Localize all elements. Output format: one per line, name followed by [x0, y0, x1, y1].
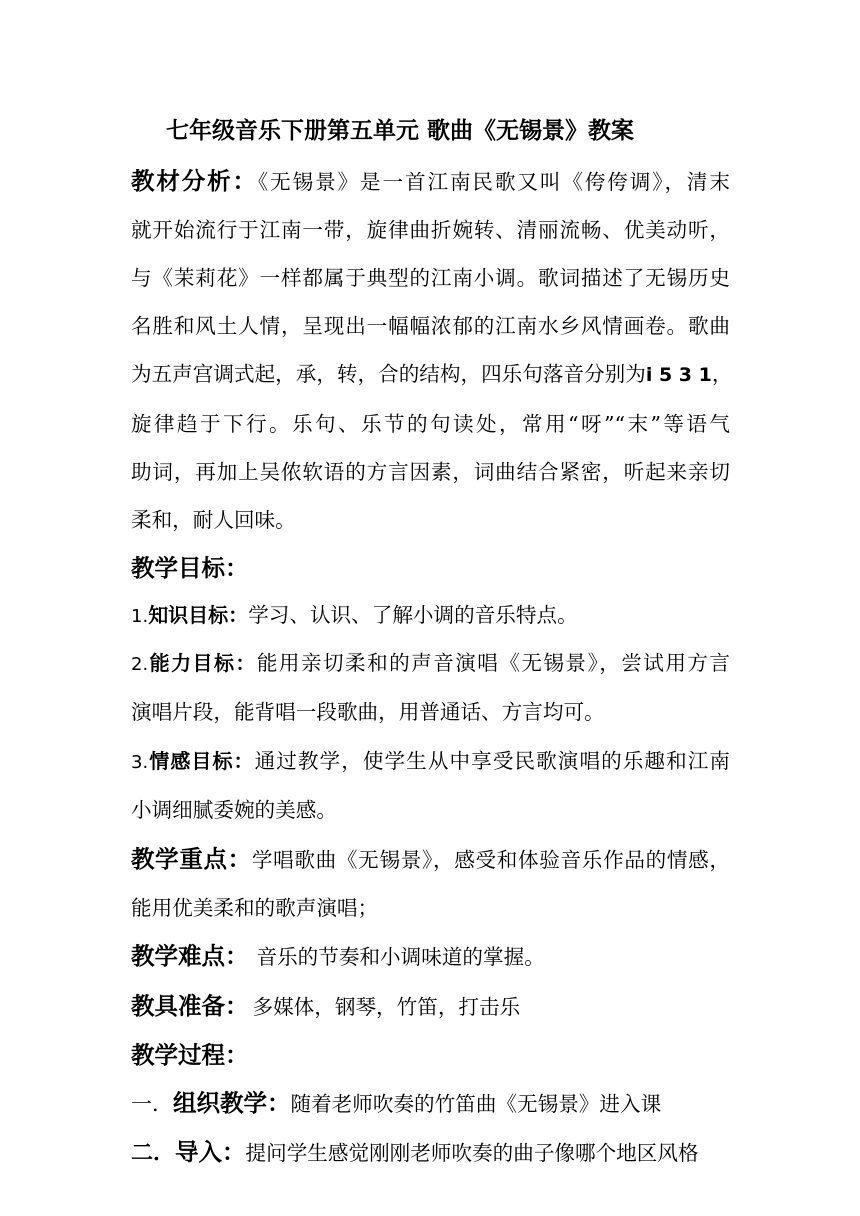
process-step-2-text: 提问学生感觉刚刚老师吹奏的曲子像哪个地区风格: [245, 1141, 699, 1165]
process-step-1-text: 随着老师吹奏的竹笛曲《无锡景》进入课: [290, 1092, 662, 1116]
objective-emotion-num: 3.: [131, 752, 149, 773]
process-step-2-label: 导入：: [175, 1138, 246, 1166]
objective-emotion-text: 通过教学，使学生从中享受民歌演唱的乐趣和江南: [254, 749, 730, 773]
objective-knowledge: [131, 605, 578, 626]
process-step-2-num: 二．: [131, 1140, 176, 1166]
key-points-line-2: 能用优美柔和的歌声演唱；: [131, 896, 379, 920]
analysis-text-5: 为五声宫调式起，承，转，合的结构，四乐句落音分别为: [131, 362, 646, 386]
key-points-heading: 教学重点：: [131, 845, 252, 873]
analysis-text-5-end: ，: [711, 362, 733, 386]
difficulty: [131, 942, 545, 970]
objective-emotion: [131, 751, 730, 772]
analysis-line-1: [131, 167, 730, 195]
objective-ability-num: 2.: [131, 654, 149, 675]
process-step-1: [131, 1089, 662, 1117]
tools-heading: 教具准备：: [131, 992, 249, 1020]
objective-ability-line-2: 演唱片段，能背唱一段歌曲，用普通话、方言均可。: [131, 700, 605, 724]
process-step-2: [131, 1138, 699, 1166]
analysis-heading: 教材分析：: [131, 167, 258, 195]
process-heading: 教学过程：: [131, 1041, 249, 1069]
process-step-1-label: 组织教学：: [173, 1089, 291, 1117]
analysis-line-7: 助词，再加上吴侬软语的方言因素，词曲结合紧密，听起来亲切: [131, 460, 730, 484]
objective-knowledge-text: 学习、认识、了解小调的音乐特点。: [248, 603, 578, 627]
tools-text: 多媒体，钢琴，竹笛，打击乐: [252, 995, 521, 1019]
analysis-line-8: 柔和，耐人回味。: [131, 508, 296, 532]
objective-knowledge-num: 1.: [131, 606, 149, 627]
objective-ability-text: 能用亲切柔和的声音演唱《无锡景》，尝试用方言: [256, 651, 731, 675]
difficulty-text: 音乐的节奏和小调味道的掌握。: [256, 945, 545, 969]
objective-emotion-line-2: 小调细腻委婉的美感。: [131, 798, 337, 822]
analysis-line-3: 与《茉莉花》一样都属于典型的江南小调。歌词描述了无锡历史: [131, 266, 730, 290]
difficulty-heading: 教学难点：: [131, 942, 249, 970]
analysis-line-6: 旋律趋于下行。乐句、乐节的句读处，常用“呀”“末”等语气: [131, 412, 730, 436]
document-title: 七年级音乐下册第五单元 歌曲《无锡景》教案: [166, 117, 635, 144]
key-points-text: 学唱歌曲《无锡景》，感受和体验音乐作品的情感，: [251, 848, 730, 872]
analysis-line-5: [131, 362, 733, 386]
process-step-1-num: 一．: [131, 1092, 173, 1116]
analysis-text-1: 《无锡景》是一首江南民歌又叫《侉侉调》，清末: [257, 170, 730, 194]
analysis-line-4: 名胜和风土人情，呈现出一幅幅浓郁的江南水乡风情画卷。歌曲: [131, 314, 730, 338]
tools: [131, 992, 521, 1020]
objectives-heading: 教学目标：: [131, 554, 249, 582]
objective-ability-label: 能力目标：: [148, 651, 257, 675]
cadence-notes: i 5 3 1: [645, 364, 712, 386]
objective-ability: [131, 653, 730, 674]
analysis-line-2: 就开始流行于江南一带，旋律曲折婉转、清丽流畅、优美动听，: [131, 218, 730, 242]
key-points: [131, 845, 730, 873]
objective-knowledge-label: 知识目标：: [148, 603, 249, 627]
objective-emotion-label: 情感目标：: [148, 749, 255, 773]
